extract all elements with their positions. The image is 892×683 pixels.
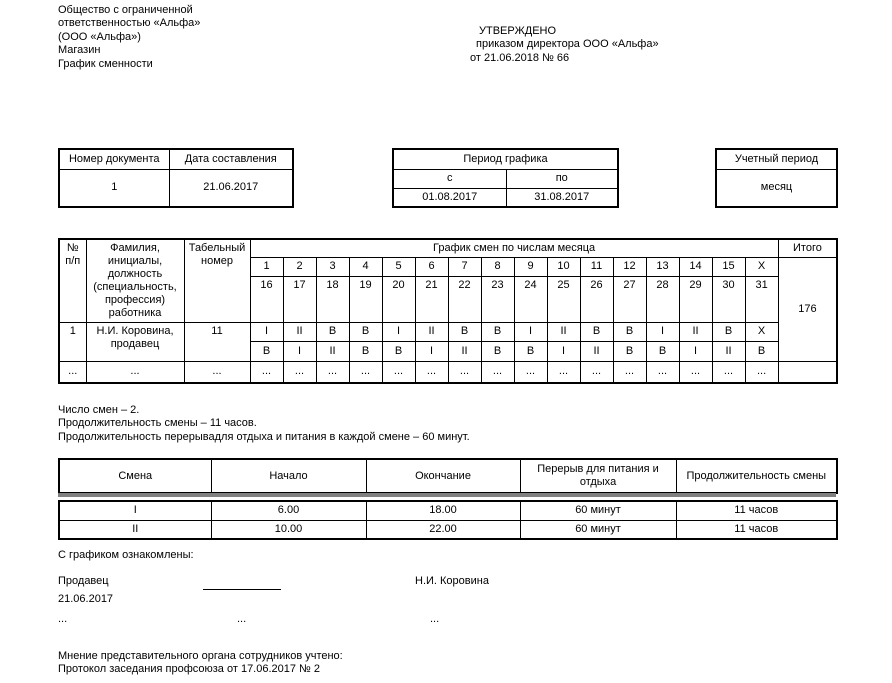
day-header-cell: 16 [250,276,283,322]
table-row [59,501,837,520]
shift-detail-body-table [58,500,838,540]
union-opinion-line: Мнение представительного органа сотрудников учтено: [58,650,343,662]
shift-cell: II [448,341,481,361]
approval-block [470,25,659,65]
day-header-cell: 18 [316,276,349,322]
detail-break: 60 минут [520,501,676,520]
day-header-cell: 25 [547,276,580,322]
day-header-cell: 1 [250,257,283,276]
day-header-cell: 11 [580,257,613,276]
ellipsis-cell: ... [646,361,679,383]
letterhead-line: (ООО «Альфа») [58,30,141,43]
signature-line [203,575,281,590]
day-header-cell: X [745,257,778,276]
period-to-value: 31.08.2017 [506,188,618,207]
ellipsis-cell: ... [250,361,283,383]
ellipsis-cell: ... [547,361,580,383]
shift-cell: II [283,322,316,341]
col-header-total: Итого [778,239,837,257]
note-line: Продолжительность смены – 11 часов. [58,417,257,430]
day-header-cell: 23 [481,276,514,322]
ellipsis-cell: ... [184,361,250,383]
detail-header-break: Перерыв для питания и отдыха [520,459,676,493]
day-header-cell: 22 [448,276,481,322]
ellipsis-cell: ... [86,361,184,383]
shift-detail-header-table [58,458,838,494]
shift-cell: В [613,341,646,361]
shift-schedule-table [58,238,838,384]
day-header-cell: 3 [316,257,349,276]
shift-notes [58,404,470,444]
day-header-cell: 6 [415,257,448,276]
detail-end: 18.00 [366,501,520,520]
period-to-header: по [506,169,618,188]
signature-role: Продавец [58,575,109,587]
period-table [392,148,619,208]
shift-cell: В [646,341,679,361]
shift-cell: I [250,322,283,341]
shift-cell: В [712,322,745,341]
shift-cell: В [481,341,514,361]
shift-cell: II [679,322,712,341]
detail-start: 6.00 [211,501,366,520]
col-header-personnel-number: Табельный номер [184,239,250,322]
approval-line: от 21.06.2018 № 66 [470,51,570,64]
shift-cell: В [481,322,514,341]
shift-cell: I [547,341,580,361]
ellipsis-cell: ... [679,361,712,383]
ellipsis-cell: ... [316,361,349,383]
day-header-cell: 5 [382,257,415,276]
approval-line: УТВЕРЖДЕНО [479,25,557,37]
ellipsis-placeholder: ... [58,613,68,625]
day-header-cell: 12 [613,257,646,276]
ellipsis-cell: ... [59,361,86,383]
ellipsis-cell: ... [448,361,481,383]
ellipsis-cell: ... [580,361,613,383]
shift-cell: II [316,341,349,361]
day-header-cell: 31 [745,276,778,322]
letterhead [58,4,200,71]
letterhead-line: Общество с ограниченной [58,4,193,16]
ellipsis-placeholder: ... [430,613,440,625]
col-header-row-number: № п/п [59,239,86,322]
union-protocol-line: Протокол заседания профсоюза от 17.06.2017 № 2 [58,663,321,676]
period-title: Период графика [393,149,618,169]
day-header-cell: 26 [580,276,613,322]
ellipsis-cell: ... [745,361,778,383]
shift-cell: В [613,322,646,341]
shift-cell: В [250,341,283,361]
detail-header-shift: Смена [59,459,211,493]
period-from-header: с [393,169,506,188]
detail-header-end: Окончание [366,459,520,493]
day-header-cell: 15 [712,257,745,276]
day-header-cell: 10 [547,257,580,276]
doc-number-header: Номер документа [59,149,169,169]
detail-duration: 11 часов [676,520,837,539]
day-header-cell: 19 [349,276,382,322]
employee-personnel-number: 11 [184,322,250,361]
ellipsis-cell: ... [712,361,745,383]
day-header-cell: 8 [481,257,514,276]
day-header-cell: 24 [514,276,547,322]
accounting-period-table [715,148,838,208]
day-header-cell: 21 [415,276,448,322]
detail-start: 10.00 [211,520,366,539]
shift-cell: I [646,322,679,341]
approval-line: приказом директора ООО «Альфа» [476,38,659,51]
employee-name: Н.И. Коровина, продавец [86,322,184,361]
day-header-cell: 4 [349,257,382,276]
shift-cell: В [745,341,778,361]
document-title: График сменности [58,57,153,70]
shift-cell: I [283,341,316,361]
detail-shift: I [59,501,211,520]
employee-row-number: 1 [59,322,86,361]
doc-number-value: 1 [59,169,169,207]
col-header-employee: Фамилия, инициалы, должность (специальность, профессия) работника [86,239,184,322]
day-header-cell: 9 [514,257,547,276]
ellipsis-cell: ... [514,361,547,383]
shift-cell: II [712,341,745,361]
day-header-cell: 29 [679,276,712,322]
detail-duration: 11 часов [676,501,837,520]
shift-cell: В [316,322,349,341]
shift-cell: В [382,341,415,361]
day-header-cell: 17 [283,276,316,322]
shift-cell: II [415,322,448,341]
detail-header-start: Начало [211,459,366,493]
day-header-cell: 2 [283,257,316,276]
ellipsis-cell: ... [283,361,316,383]
table-row [59,520,837,539]
signature-intro: С графиком ознакомлены: [58,549,194,561]
doc-date-value: 21.06.2017 [169,169,293,207]
shift-cell: В [514,341,547,361]
ellipsis-cell: ... [349,361,382,383]
day-header-cell: 13 [646,257,679,276]
letterhead-line: Магазин [58,44,101,57]
empty-total-cell [778,361,837,383]
day-header-cell: 28 [646,276,679,322]
shift-cell: I [382,322,415,341]
period-from-value: 01.08.2017 [393,188,506,207]
ellipsis-cell: ... [613,361,646,383]
accounting-period-value: месяц [716,169,837,207]
doc-info-table [58,148,294,208]
day-header-cell: 30 [712,276,745,322]
shift-cell: I [415,341,448,361]
day-header-cell: 7 [448,257,481,276]
shift-cell: X [745,322,778,341]
detail-end: 22.00 [366,520,520,539]
shift-cell: II [580,341,613,361]
shift-cell: В [349,341,382,361]
day-header-cell: 14 [679,257,712,276]
detail-break: 60 минут [520,520,676,539]
signature-date: 21.06.2017 [58,593,114,605]
note-line: Продолжительность перерывадля отдыха и питания в каждой смене – 60 минут. [58,430,470,443]
ellipsis-cell: ... [415,361,448,383]
day-header-cell: 20 [382,276,415,322]
shift-cell: I [514,322,547,341]
shift-cell: В [448,322,481,341]
ellipsis-cell: ... [481,361,514,383]
header-body-separator [58,493,836,497]
doc-date-header: Дата составления [169,149,293,169]
union-opinion-block [58,650,343,677]
accounting-period-header: Учетный период [716,149,837,169]
day-header-cell: 27 [613,276,646,322]
shift-cell: I [679,341,712,361]
detail-shift: II [59,520,211,539]
signature-name: Н.И. Коровина [415,575,489,587]
shift-cell: В [349,322,382,341]
ellipsis-placeholder: ... [237,613,247,625]
note-line: Число смен – 2. [58,404,140,416]
ellipsis-cell: ... [382,361,415,383]
shift-cell: В [580,322,613,341]
shift-cell: II [547,322,580,341]
total-hours-cell: 176 [778,257,837,361]
col-header-days-group: График смен по числам месяца [250,239,778,257]
letterhead-line: ответственностью «Альфа» [58,17,201,30]
detail-header-duration: Продолжительность смены [676,459,837,493]
